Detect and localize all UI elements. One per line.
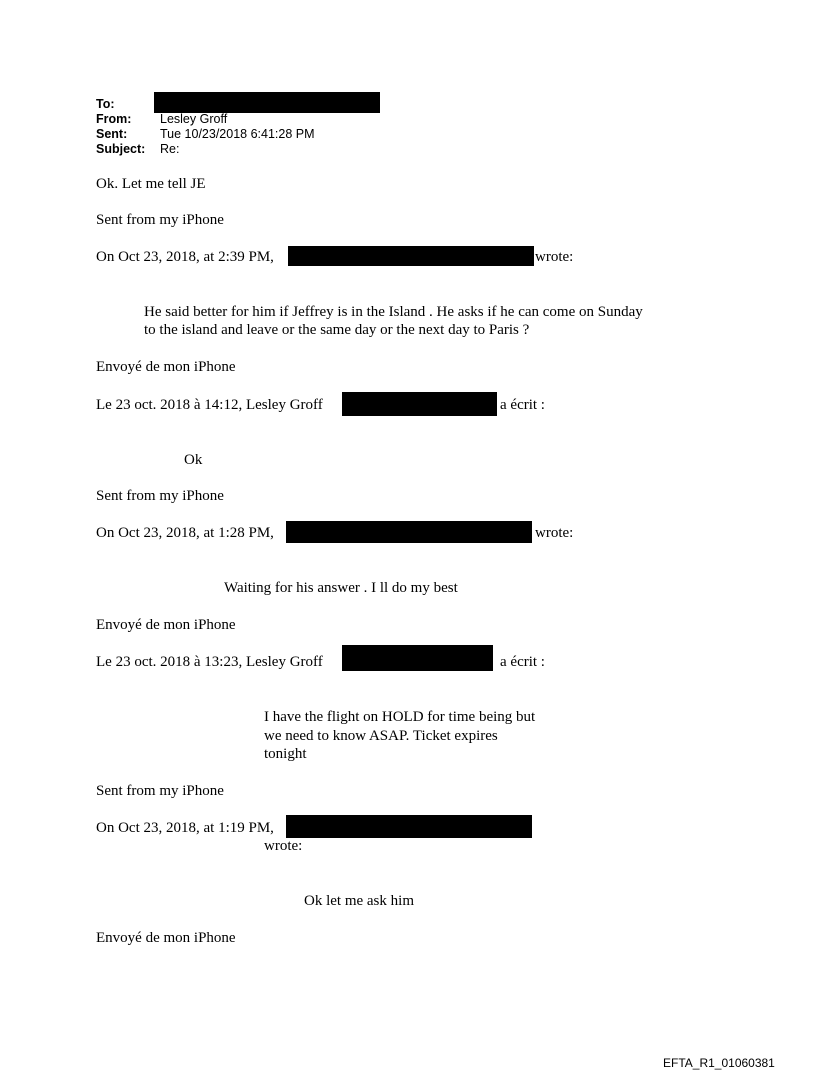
quote-suffix: a écrit : — [500, 654, 545, 670]
quote-suffix: wrote: — [264, 838, 303, 854]
redaction-bar-to — [154, 92, 380, 113]
document-id: EFTA_R1_01060381 — [663, 1056, 775, 1070]
signature: Envoyé de mon iPhone — [96, 930, 236, 946]
quote-suffix: a écrit : — [500, 397, 545, 413]
to-label: To: — [96, 97, 115, 111]
quote-suffix: wrote: — [535, 249, 574, 265]
signature: Sent from my iPhone — [96, 488, 224, 504]
message-text: Ok. Let me tell JE — [96, 176, 206, 192]
signature: Sent from my iPhone — [96, 783, 224, 799]
quote-prefix: Le 23 oct. 2018 à 14:12, Lesley Groff — [96, 397, 323, 413]
message-text: Waiting for his answer . I ll do my best — [224, 580, 458, 596]
subject-label: Subject: — [96, 142, 146, 156]
redaction-bar — [288, 246, 534, 266]
redaction-bar — [342, 645, 493, 671]
quote-prefix: On Oct 23, 2018, at 1:28 PM, — [96, 525, 274, 541]
message-text: I have the flight on HOLD for time being but — [264, 709, 536, 725]
quote-prefix: On Oct 23, 2018, at 1:19 PM, — [96, 820, 274, 836]
message-text: tonight — [264, 746, 307, 762]
sent-value: Tue 10/23/2018 6:41:28 PM — [160, 127, 315, 141]
signature: Envoyé de mon iPhone — [96, 359, 236, 375]
message-text: we need to know ASAP. Ticket expires — [264, 728, 498, 744]
signature: Sent from my iPhone — [96, 212, 224, 228]
from-label: From: — [96, 112, 132, 126]
redaction-bar — [286, 815, 532, 838]
sent-label: Sent: — [96, 127, 128, 141]
signature: Envoyé de mon iPhone — [96, 617, 236, 633]
message-text: Ok let me ask him — [304, 893, 414, 909]
quote-prefix: On Oct 23, 2018, at 2:39 PM, — [96, 249, 274, 265]
redaction-bar — [286, 521, 532, 543]
message-text: He said better for him if Jeffrey is in the Island . He asks if he can come on Sunday — [144, 304, 643, 320]
message-text: to the island and leave or the same day or the next day to Paris ? — [144, 322, 530, 338]
redaction-bar — [342, 392, 497, 416]
quote-suffix: wrote: — [535, 525, 574, 541]
subject-value: Re: — [160, 142, 180, 156]
message-text: Ok — [184, 452, 203, 468]
quote-prefix: Le 23 oct. 2018 à 13:23, Lesley Groff — [96, 654, 323, 670]
from-value: Lesley Groff — [160, 112, 228, 126]
